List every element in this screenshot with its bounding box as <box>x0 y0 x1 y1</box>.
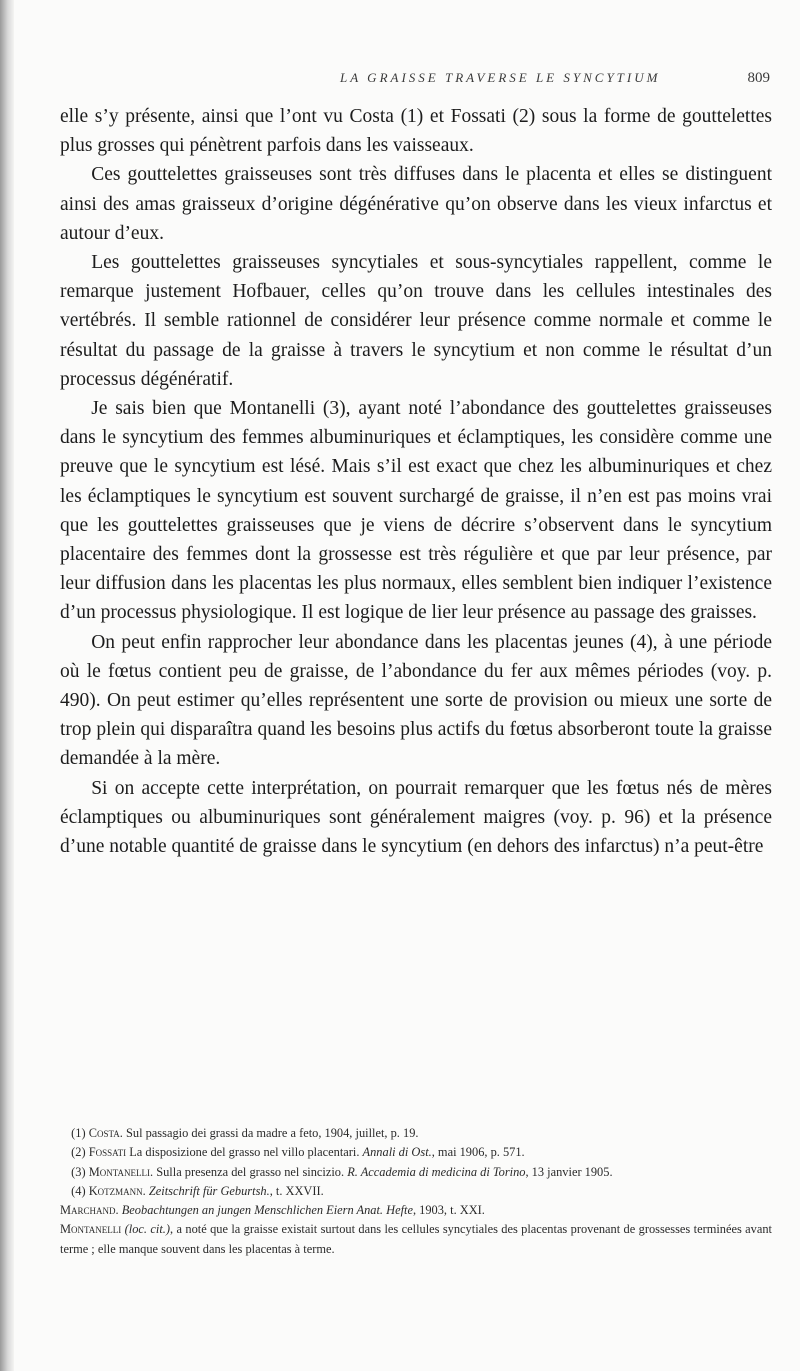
footnote-author: Marchand. <box>60 1203 119 1218</box>
page-number: 809 <box>747 70 770 86</box>
footnote-marker: (2) <box>71 1145 86 1160</box>
footnote-source: R. Accademia di medicina di Torino <box>347 1164 526 1179</box>
footnote-text: Sulla presenza del grasso nel sincizio. <box>156 1164 345 1179</box>
footnote <box>60 1163 772 1182</box>
footnote-tail: , 1903, t. XXI. <box>412 1203 485 1218</box>
footnote-marker: (4) <box>71 1183 86 1198</box>
footnote-source: Zeitschrift für Geburtsh. <box>148 1183 270 1198</box>
paragraph: elle s’y présente, ainsi que l’ont vu Costa (1) et Fossati (2) sous la forme de gouttelettes plus grosses qui pénètrent parfois dans les vaisseaux. <box>60 106 772 157</box>
footnote-author: Montanelli <box>60 1222 122 1237</box>
paragraph: Les gouttelettes graisseuses syncytiales et sous-syncytiales rappellent, comme le remarque justement Hofbauer, celles qu’on trouve dans les cellules intestinales des vertébrés. Il semble rationnel de considérer leur présence comme normale et comme le résultat du passage de la graisse à travers le syncytium et non comme le résultat d’un processus dégénératif. <box>60 252 772 390</box>
paragraph: Je sais bien que Montanelli (3), ayant noté l’abondance des gouttelettes graisseuses dans le syncytium des femmes albuminuriques et éclamptiques, les considère comme une preuve que le syncytium est lésé. Mais s’il est exact que chez les albuminuriques et chez les éclamptiques le syncytium est souvent surchargé de graisse, il n’en est pas moins vrai que les gouttelettes graisseuses que je viens de décrire s’observent dans le syncytium placentaire des femmes dont la grossesse est très régulière et que par leur présence, par leur diffusion dans les placentas les plus normaux, elles semblent bien indiquer l’existence d’un processus physiologique. Il est logique de lier leur présence au passage des graisses. <box>60 398 772 624</box>
footnote-author: Costa. <box>88 1126 123 1140</box>
footnote-source: (loc. cit.) <box>124 1222 171 1237</box>
footnote-text: La disposizione del grasso nel villo placentari. <box>129 1145 360 1160</box>
footnote <box>60 1182 772 1201</box>
paragraph: Ces gouttelettes graisseuses sont très diffuses dans le placenta et elles se distinguent ainsi des amas graisseux d’origine dégénérative qu’on observe dans les vieux infarctus et autour d’eux. <box>60 164 772 244</box>
footnote-source: Annali di Ost. <box>362 1145 432 1160</box>
book-binding-edge <box>0 0 14 1371</box>
main-text <box>60 102 772 861</box>
footnote-text: Sul passagio dei grassi da madre a feto, 1904, juillet, p. 19. <box>125 1126 419 1140</box>
footnote-author: Fossati <box>88 1145 127 1160</box>
footnote <box>60 1143 772 1162</box>
footnote-marker: (1) <box>71 1126 86 1140</box>
footnote-tail: , t. XXVII. <box>269 1183 324 1198</box>
footnote-tail: , a noté que la graisse existait surtout dans les cellules syncytiales des placentas provenant de grossesses terminées avant terme ; elle manque souvent dans les placentas à terme. <box>60 1222 772 1256</box>
footnote-author: Montanelli. <box>88 1164 154 1179</box>
footnote-tail: , mai 1906, p. 571. <box>431 1145 525 1160</box>
paragraph: On peut enfin rapprocher leur abondance dans les placentas jeunes (4), à une période où le fœtus contient peu de graisse, de l’abondance du fer aux mêmes périodes (voy. p. 490). On peut estimer qu’elles représentent une sorte de provision ou mieux une sorte de trop plein qui disparaîtra quand les besoins plus actifs du fœtus absorberont toute la graisse demandée à la mère. <box>60 631 772 770</box>
footnote <box>60 1220 772 1259</box>
running-head-title: LA GRAISSE TRAVERSE LE SYNCYTIUM <box>340 70 661 85</box>
footnote-author: Kotzmann. <box>88 1183 146 1198</box>
footnote <box>60 1124 772 1143</box>
footnote-marker: (3) <box>71 1164 86 1179</box>
footnote-source: Beobachtungen an jungen Menschlichen Eiern Anat. Hefte <box>121 1203 413 1218</box>
paragraph: Si on accepte cette interprétation, on pourrait remarquer que les fœtus nés de mères éclamptiques ou albuminuriques sont généralement maigres (voy. p. 96) et la présence d’une notable quantité de graisse dans le syncytium (en dehors des infarctus) n’a peut-être <box>60 777 772 858</box>
footnotes <box>60 1124 772 1259</box>
footnote-tail: , 13 janvier 1905. <box>525 1164 613 1179</box>
footnote <box>60 1201 772 1220</box>
